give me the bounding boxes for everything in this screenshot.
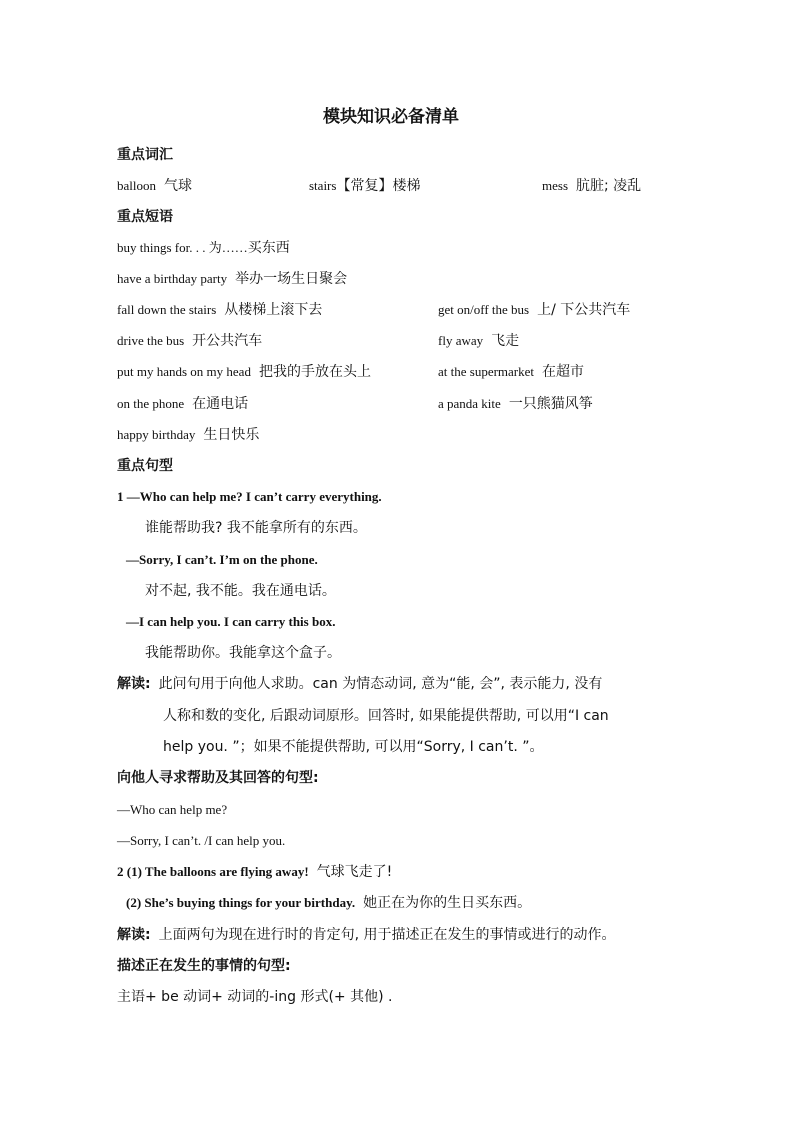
phrase-en: put my hands on my head xyxy=(117,364,251,379)
vocab-en: stairs xyxy=(309,178,337,193)
note-text: 上面两句为现在进行时的肯定句, 用于描述正在发生的事情或进行的动作。 xyxy=(158,927,616,943)
sentence-2-line-1 xyxy=(117,862,392,882)
note-text: 此问句用于向他人求助。can 为情态动词, 意为“能, 会”, 表示能力, 没有 xyxy=(158,676,603,692)
phrase-item xyxy=(117,394,248,414)
note-label: 解读: xyxy=(117,676,151,692)
pattern-2-line: 主语+ be 动词+ 动词的-ing 形式(+ 其他) . xyxy=(117,989,393,1005)
phrase-en: fall down the stairs xyxy=(117,302,217,317)
phrase-zh: 一只熊猫风筝 xyxy=(508,396,593,412)
note-1-line-2: 人称和数的变化, 后跟动词原形。回答时, 如果能提供帮助, 可以用“I can xyxy=(163,708,609,724)
vocab-en: balloon xyxy=(117,178,156,193)
sentence-1-answer-2: —I can help you. I can carry this box. xyxy=(126,614,336,629)
vocab-en: mess xyxy=(542,178,568,193)
phrase-zh: 开公共汽车 xyxy=(192,333,263,349)
sentence-2-zh: 她正在为你的生日买东西。 xyxy=(363,895,532,911)
sentence-2-zh: 气球飞走了! xyxy=(316,864,393,880)
phrase-en: a panda kite xyxy=(438,396,501,411)
sentence-1-answer-1-zh: 对不起, 我不能。我在通电话。 xyxy=(145,583,336,599)
vocab-zh: 【常复】楼梯 xyxy=(336,178,421,194)
phrase-en: drive the bus xyxy=(117,333,185,348)
sentence-1-answer-2-zh: 我能帮助你。我能拿这个盒子。 xyxy=(145,645,341,661)
phrase-en: buy things for. . . 为…… xyxy=(117,240,248,255)
sentence-1-question: 1 —Who can help me? I can’t carry everything. xyxy=(117,489,382,504)
phrase-item xyxy=(438,394,593,414)
phrase-zh: 上/ 下公共汽车 xyxy=(537,302,631,318)
phrase-zh: 飞走 xyxy=(491,333,520,349)
vocab-item-stairs xyxy=(309,176,420,196)
phrase-en: get on/off the bus xyxy=(438,302,530,317)
sentence-2-line-2 xyxy=(126,893,531,913)
sentence-1-question-zh: 谁能帮助我? 我不能拿所有的东西。 xyxy=(145,520,367,536)
phrase-en: on the phone xyxy=(117,396,185,411)
phrase-item xyxy=(117,269,347,289)
phrase-zh: 把我的手放在头上 xyxy=(258,364,371,380)
phrase-item xyxy=(117,331,262,351)
note-label: 解读: xyxy=(117,927,151,943)
phrase-item xyxy=(117,425,259,445)
phrase-zh: 在超市 xyxy=(542,364,585,380)
pattern-1-line-2: —Sorry, I can’t. /I can help you. xyxy=(117,833,286,848)
pattern-1-heading: 向他人寻求帮助及其回答的句型: xyxy=(117,770,319,786)
note-1-line-3: help you. ”；如果不能提供帮助, 可以用“Sorry, I can’t. ”。 xyxy=(163,739,544,755)
sentence-1-answer-1: —Sorry, I can’t. I’m on the phone. xyxy=(126,552,318,567)
phrase-zh: 从楼梯上滚下去 xyxy=(224,302,323,318)
sentence-2-en: 2 (1) The balloons are flying away! xyxy=(117,864,309,879)
phrase-en: at the supermarket xyxy=(438,364,535,379)
vocab-heading: 重点词汇 xyxy=(117,147,173,163)
sentence-2-en: (2) She’s buying things for your birthday. xyxy=(126,895,356,910)
phrases-heading: 重点短语 xyxy=(117,209,173,225)
vocab-zh: 肮脏; 凌乱 xyxy=(576,178,642,194)
phrase-zh: 买东西 xyxy=(247,240,290,256)
phrase-item xyxy=(117,300,322,320)
phrase-zh: 在通电话 xyxy=(192,396,249,412)
page-title: 模块知识必备清单 xyxy=(323,107,459,127)
phrase-zh: 生日快乐 xyxy=(203,427,260,443)
phrase-item xyxy=(438,331,519,351)
phrase-en: have a birthday party xyxy=(117,271,228,286)
phrase-item xyxy=(117,238,290,258)
vocab-item-balloon xyxy=(117,176,192,196)
phrase-en: fly away xyxy=(438,333,484,348)
phrase-zh: 举办一场生日聚会 xyxy=(235,271,348,287)
phrase-item xyxy=(117,362,371,382)
sentences-heading: 重点句型 xyxy=(117,458,173,474)
phrase-item xyxy=(438,300,630,320)
note-1 xyxy=(117,674,602,694)
vocab-zh: 气球 xyxy=(164,178,192,194)
vocab-item-mess xyxy=(542,176,641,196)
pattern-2-heading: 描述正在发生的事情的句型: xyxy=(117,958,291,974)
note-2 xyxy=(117,925,616,945)
pattern-1-line-1: —Who can help me? xyxy=(117,802,228,817)
phrase-en: happy birthday xyxy=(117,427,196,442)
phrase-item xyxy=(438,362,584,382)
